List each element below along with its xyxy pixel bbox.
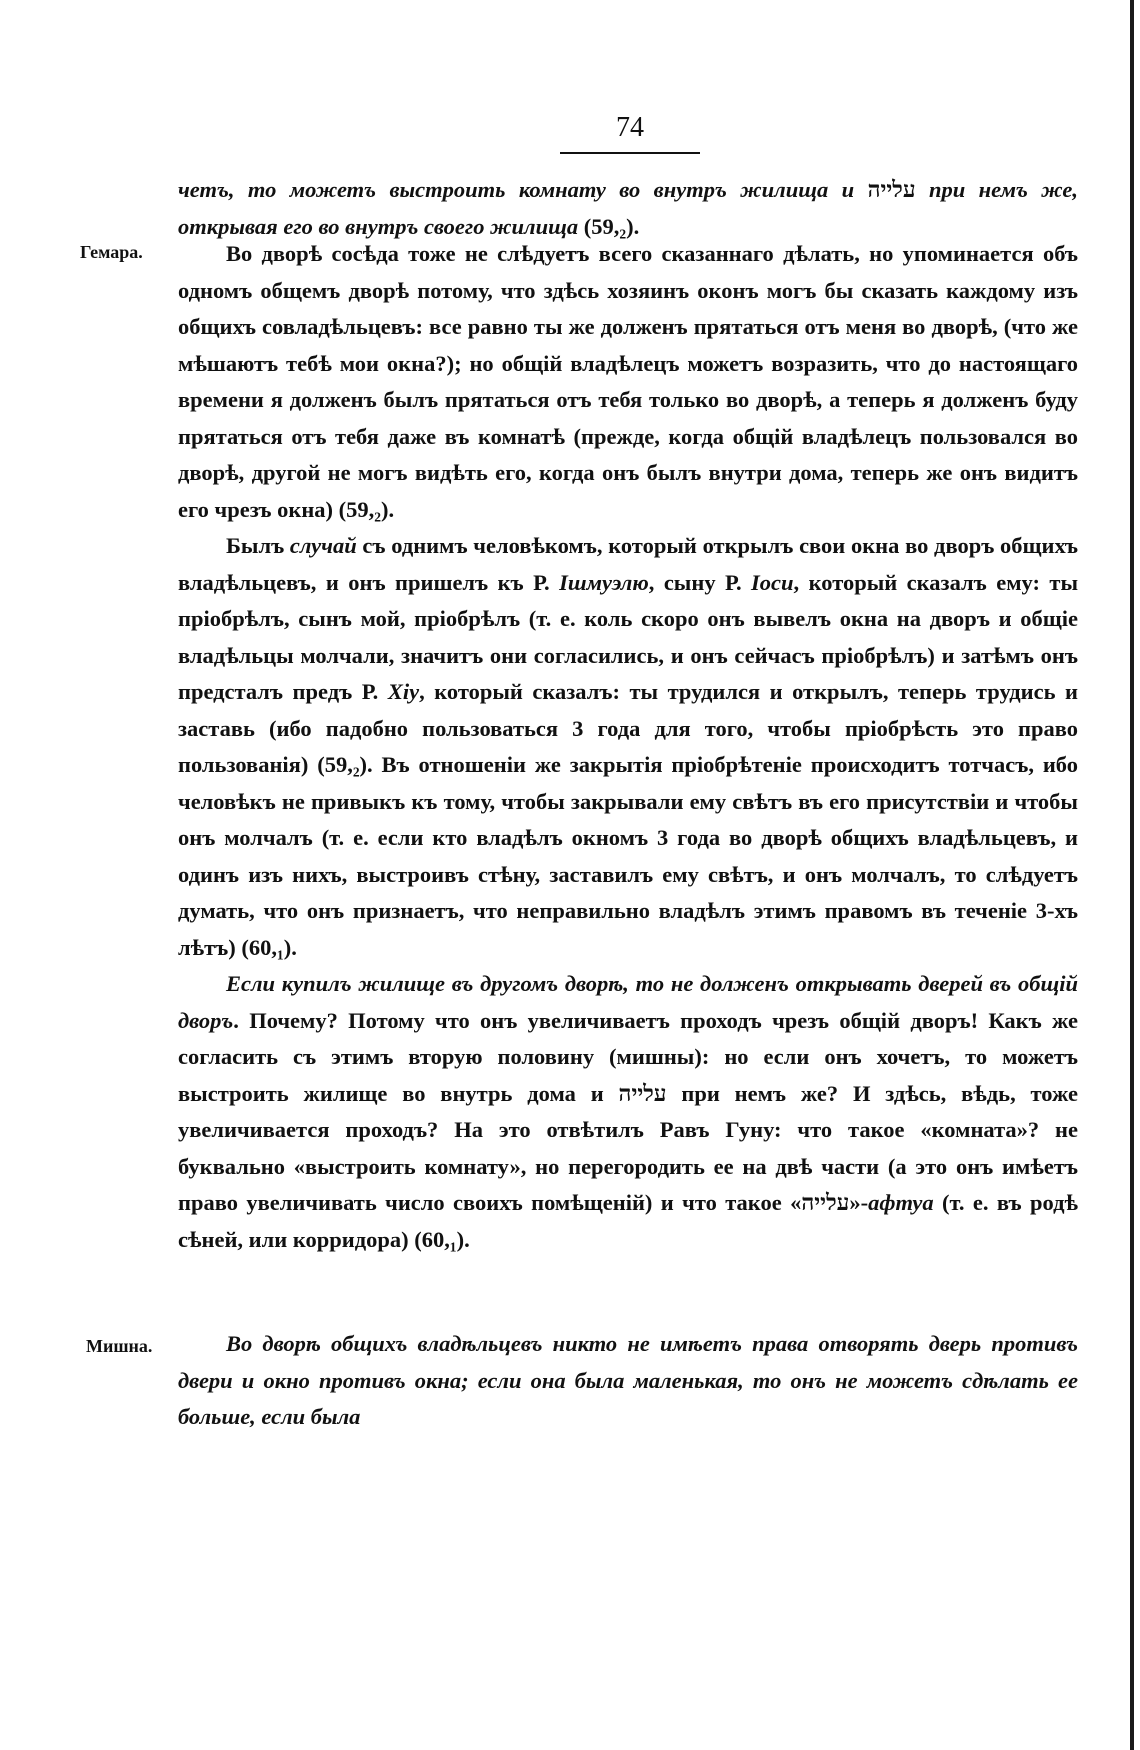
text-run-italic: Хіу — [387, 679, 420, 704]
page-edge-shadow — [1130, 0, 1134, 1750]
text-run-italic: Іоси — [751, 569, 794, 595]
continuation-text-2: при немъ же, открывая его во внутръ своего жилища — [178, 177, 1079, 239]
margin-label-gemara: Гемара. — [80, 242, 143, 262]
continuation-text: четъ, то можетъ выстроить комнату во внутръ жилища и — [178, 177, 868, 202]
mishna-paragraph — [178, 1326, 1078, 1436]
continuation-block — [178, 172, 1078, 245]
text-run: , который сказалъ: ты трудился и открылъ, теперь трудись и заставь (ибо падобно пользоваться 3 года для того, чтобы пріобрѣсть это право пользованія) (59,₂). Въ отношеніи же закрытія пріобрѣтеніе происходитъ тотчасъ, ибо человѣкъ не привыкъ къ тому, чтобы закрывали ему свѣтъ въ его присутствіи и чтобы онъ молчалъ (т. е. если кто владѣлъ окномъ 3 года во дворѣ общихъ владѣльцевъ, и одинъ изъ нихъ, выстроивъ стѣну, заставилъ ему свѣтъ, и онъ молчалъ, то слѣдуетъ думать, что онъ признаетъ, что неправильно владѣлъ этимъ правомъ въ теченіе 3-хъ лѣтъ) (60,₁). — [178, 679, 1078, 960]
text-run: съ однимъ человѣкомъ, который открылъ свои окна во дворъ общихъ владѣльцевъ, и онъ пришелъ къ Р. — [178, 533, 1078, 595]
hebrew-word: עלייה — [618, 1080, 667, 1106]
hebrew-word: עלייה — [867, 177, 916, 202]
text-run: , который сказалъ ему: ты пріобрѣлъ, сынъ мой, пріобрѣлъ (т. е. коль скоро онъ вывелъ окна на дворъ и общіе владѣльцы молчали, значитъ они согласились, и онъ сейчасъ пріобрѣлъ) и затѣмъ онъ предсталъ предъ Р. — [178, 569, 1079, 704]
continuation-ref: (59,₂). — [578, 213, 640, 239]
continuation-paragraph — [178, 172, 1078, 245]
margin-label-mishna: Мишна. — [86, 1336, 153, 1356]
page-number: 74 — [616, 112, 644, 143]
text-run-italic: афтуа — [868, 1190, 934, 1215]
mishna-text: Во дворѣ общихъ владѣльцевъ никто не имѣетъ права отворять дверь противъ двери и окно противъ окна; если она была маленькая, то онъ не можетъ сдѣлать ее больше, если была — [178, 1331, 1078, 1429]
text-run: Былъ — [226, 533, 290, 558]
text-run: . Почему? Потому что онъ увеличиваетъ проходъ чрезъ общій дворъ! Какъ же согласить съ этимъ вторую половину (мишны): но если онъ хочетъ, то можетъ выстроить жилище во внутрь дома и — [178, 1007, 1078, 1106]
text-run-italic: случай — [289, 533, 357, 558]
mishna-block — [178, 1326, 1078, 1436]
text-run: (т. е. въ родѣ сѣней, или корридора) (60,₁). — [178, 1190, 1078, 1252]
text-run-italic: Если купилъ жилище въ другомъ дворѣ, то не долженъ открывать дверей въ общій дворъ — [178, 971, 1078, 1033]
header-rule — [560, 152, 700, 154]
gemara-paragraph-1: Во дворѣ сосѣда тоже не слѣдуетъ всего сказаннаго дѣлать, но упоминается объ одномъ общемъ дворѣ потому, что здѣсь хозяинъ оконъ могъ бы сказать каждому изъ общихъ совладѣльцевъ: все равно ты же долженъ прятаться отъ меня во дворѣ, (что же мѣшаютъ тебѣ мои окна?); но общій владѣлецъ можетъ возразить, что до настоящаго времени я долженъ былъ прятаться отъ тебя только во дворѣ, а теперь я долженъ буду прятаться отъ тебя даже въ комнатѣ (прежде, когда общій владѣлецъ пользовался во дворѣ, другой не могъ видѣть его, когда онъ былъ внутри дома, теперь же онъ видитъ его чрезъ окна) (59,₂). — [178, 241, 1078, 522]
gemara-paragraph-2 — [178, 528, 1078, 966]
text-run: »- — [849, 1190, 869, 1215]
text-run: , сыну Р. — [648, 569, 752, 595]
hebrew-word: עלייה — [801, 1190, 850, 1215]
gemara-block — [178, 236, 1078, 1258]
gemara-paragraph-3 — [178, 966, 1078, 1258]
text-run: при немъ же? И здѣсь, вѣдь, тоже увеличивается проходъ? На это отвѣтилъ Равъ Гуну: что такое «комната»? не буквально «выстроить комнату», но перегородить ее на двѣ части (а это онъ имѣетъ право увеличивать число своихъ помѣщеній) и что такое « — [178, 1080, 1078, 1215]
text-run-italic: Ішмуэлю — [559, 569, 649, 595]
